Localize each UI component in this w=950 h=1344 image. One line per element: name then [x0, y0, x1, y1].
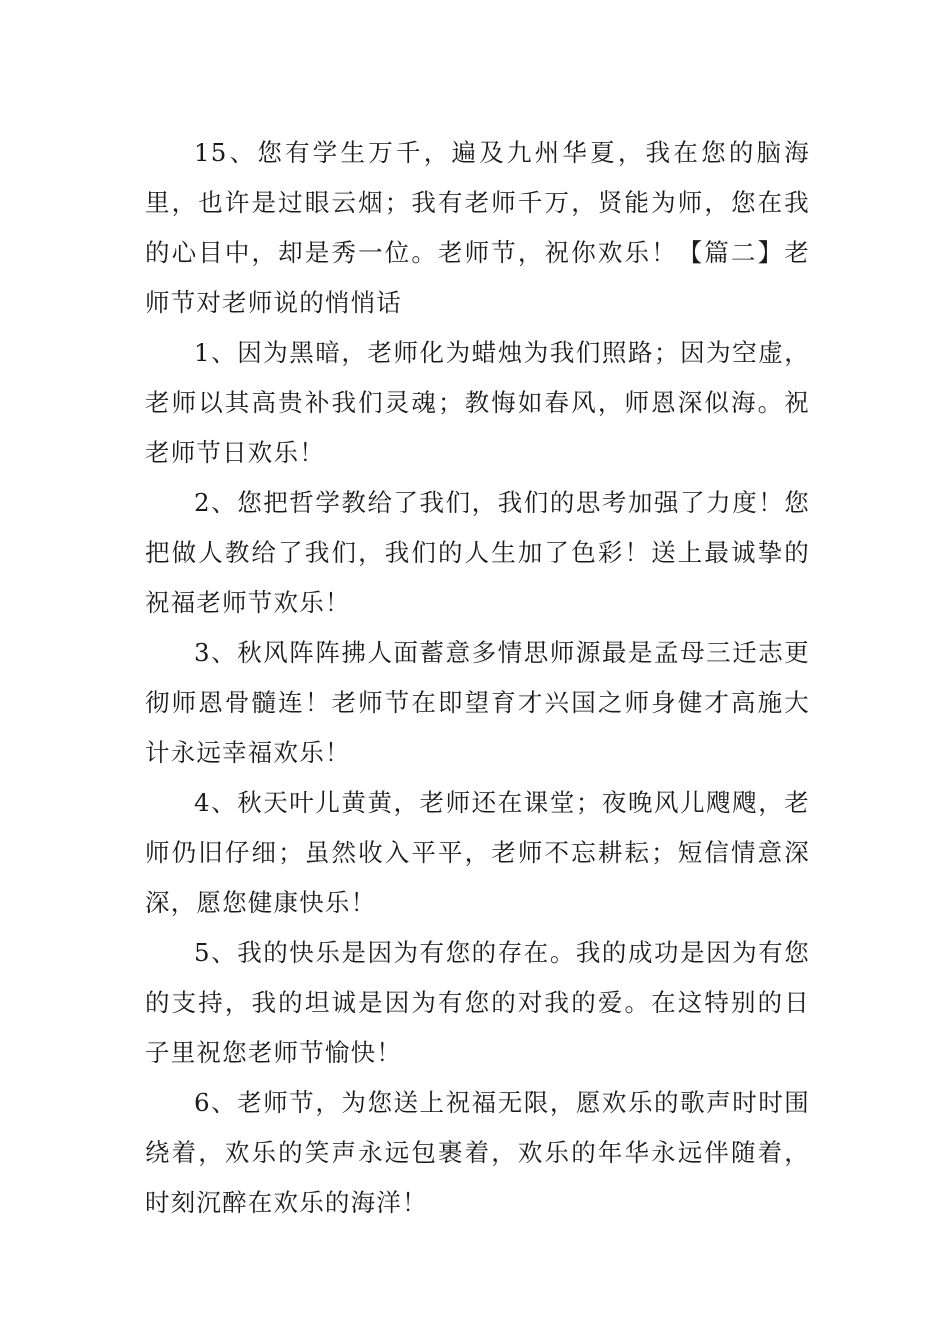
paragraph-1: 1、因为黑暗，老师化为蜡烛为我们照路；因为空虚，老师以其高贵补我们灵魂；教悔如春风，师恩深似海。祝老师节日欢乐！	[145, 338, 810, 467]
paragraph-2: 2、您把哲学教给了我们，我们的思考加强了力度！您把做人教给了我们，我们的人生加了色彩！送上最诚挚的祝福老师节欢乐！	[145, 488, 810, 617]
document-body	[145, 128, 810, 1228]
paragraph-6: 6、老师节，为您送上祝福无限，愿欢乐的歌声时时围绕着，欢乐的笑声永远包裹着，欢乐的年华永远伴随着，时刻沉醉在欢乐的海洋！	[145, 1088, 810, 1217]
paragraph-3: 3、秋风阵阵拂人面蓄意多情思师源最是孟母三迁志更彻师恩骨髓连！老师节在即望育才兴国之师身健才高施大计永远幸福欢乐！	[145, 638, 810, 767]
paragraph-15: 15、您有学生万千，遍及九州华夏，我在您的脑海里，也许是过眼云烟；我有老师千万，贤能为师，您在我的心目中，却是秀一位。老师节，祝你欢乐！【篇二】老师节对老师说的悄悄话	[145, 138, 810, 317]
paragraph-5: 5、我的快乐是因为有您的存在。我的成功是因为有您的支持，我的坦诚是因为有您的对我的爱。在这特别的日子里祝您老师节愉快！	[145, 938, 810, 1067]
paragraph-4: 4、秋天叶儿黄黄，老师还在课堂；夜晚风儿飕飕，老师仍旧仔细；虽然收入平平，老师不忘耕耘；短信情意深深，愿您健康快乐！	[145, 788, 810, 917]
